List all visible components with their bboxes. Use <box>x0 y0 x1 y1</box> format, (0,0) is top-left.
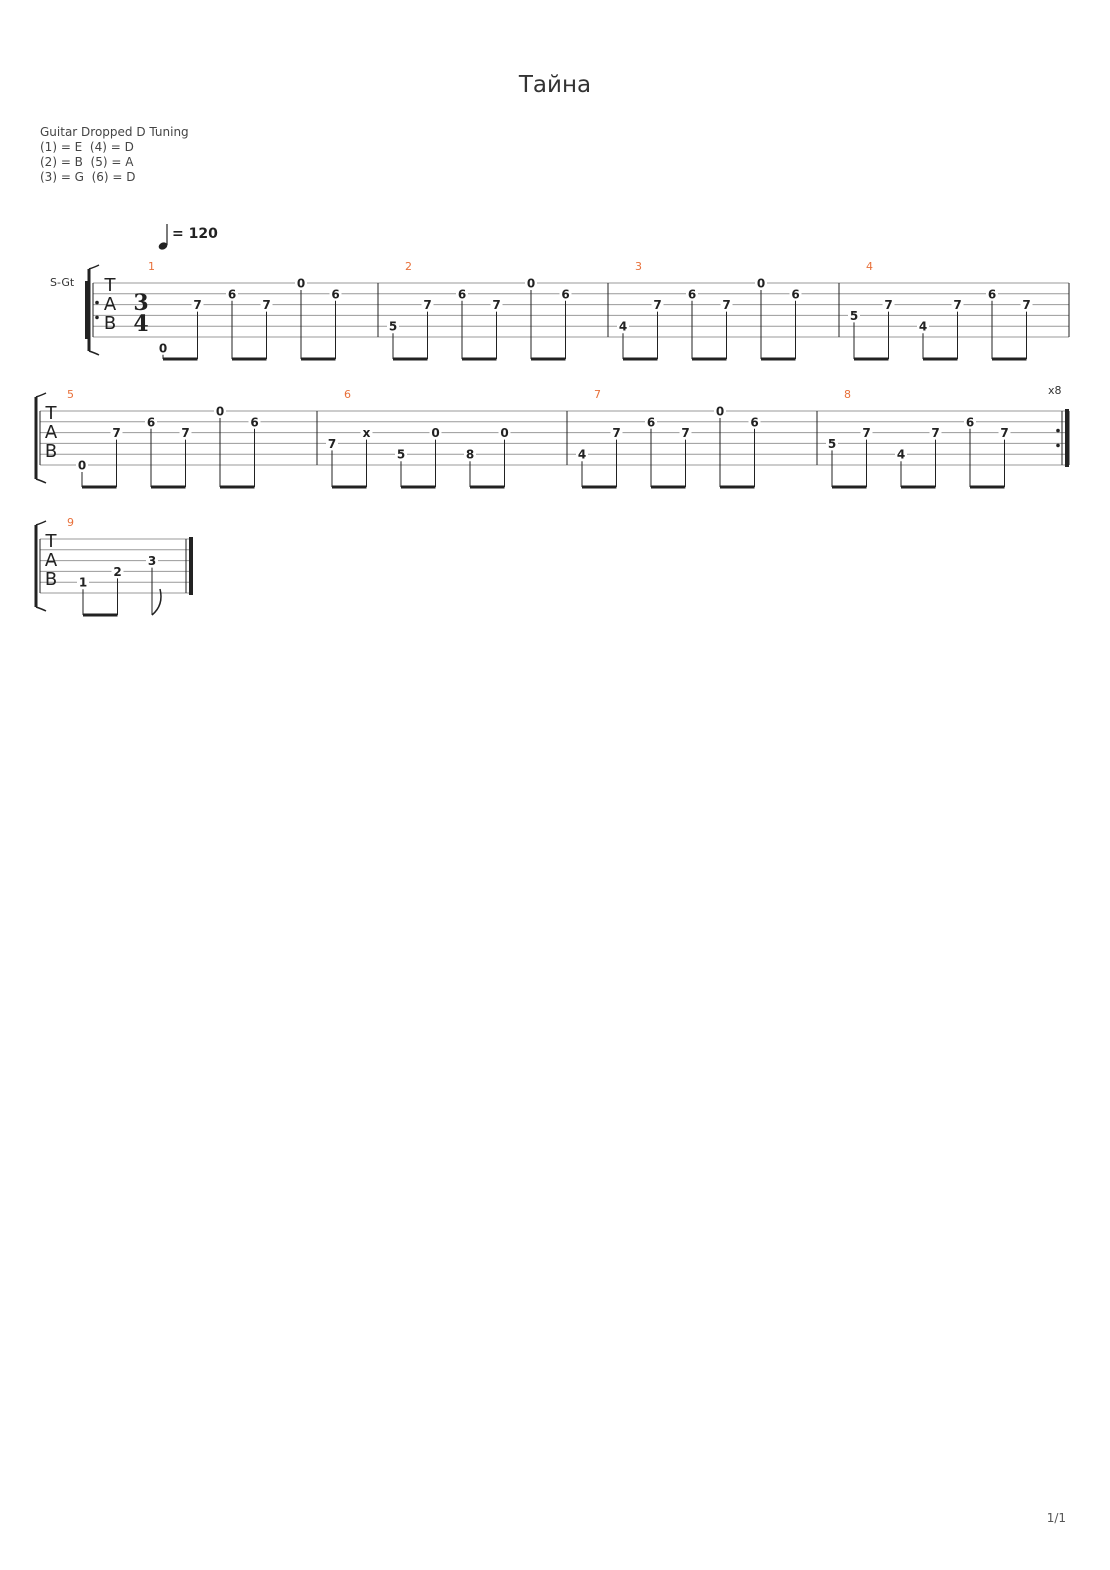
fret-number: 7 <box>653 298 662 313</box>
repeat-dot <box>95 316 99 320</box>
fret-number: 0 <box>296 276 306 291</box>
fret-number: 6 <box>750 415 759 430</box>
track-label: S-Gt <box>50 276 75 289</box>
measure-number: 9 <box>67 516 74 529</box>
fret-number: x <box>362 426 371 441</box>
tab-clef-letter: B <box>103 313 117 334</box>
final-thick-bar <box>189 537 193 595</box>
fret-number: 0 <box>215 404 225 419</box>
tab-clef-letter: T <box>104 275 116 296</box>
fret-number: 0 <box>526 276 536 291</box>
tab-clef-letter: B <box>44 569 58 590</box>
fret-number: 7 <box>612 426 621 441</box>
tuning-line: (3) = G (6) = D <box>40 170 136 184</box>
fret-number: 4 <box>918 319 928 334</box>
fret-number: 5 <box>396 447 406 462</box>
fret-number: 5 <box>849 308 859 323</box>
tab-clef-letter: B <box>44 441 58 462</box>
fret-number: 6 <box>227 287 237 302</box>
fret-number: 6 <box>965 415 975 430</box>
fret-number: 4 <box>577 447 587 462</box>
fret-number: 8 <box>465 447 475 462</box>
fret-number: 0 <box>500 426 509 441</box>
repeat-dot <box>95 301 99 305</box>
measure-number: 5 <box>67 388 74 401</box>
fret-number: 7 <box>681 426 690 441</box>
tempo-marking: = 120 <box>172 226 218 242</box>
repeat-end-thick-bar <box>1065 409 1069 467</box>
tab-clef-letter: A <box>103 294 117 315</box>
fret-number: 6 <box>146 415 156 430</box>
fret-number: 6 <box>987 287 997 302</box>
measure-number: 1 <box>148 260 155 273</box>
fret-number: 1 <box>78 575 88 590</box>
measure-number: 6 <box>344 388 351 401</box>
repeat-start-thick-bar <box>85 281 89 339</box>
fret-number: 6 <box>687 287 697 302</box>
fret-number: 0 <box>431 426 440 441</box>
measure-number: 4 <box>866 260 873 273</box>
repeat-dot <box>1056 444 1060 448</box>
tuning-line: (1) = E (4) = D <box>40 140 134 154</box>
fret-number: 0 <box>158 341 168 356</box>
page-number: 1/1 <box>1046 1511 1066 1525</box>
score-title: Тайна <box>518 72 592 98</box>
fret-number: 6 <box>331 287 340 302</box>
fret-number: 6 <box>791 287 800 302</box>
tab-clef-letter: T <box>45 531 57 552</box>
time-signature-top: 3 <box>133 290 149 316</box>
tab-clef-letter: T <box>45 403 57 424</box>
measure-number: 8 <box>844 388 851 401</box>
fret-number: 6 <box>250 415 259 430</box>
fret-number: 7 <box>423 298 432 313</box>
fret-number: 7 <box>931 426 940 441</box>
fret-number: 7 <box>884 298 893 313</box>
fret-number: 5 <box>827 436 837 451</box>
fret-number: 3 <box>147 554 157 569</box>
repeat-count: x8 <box>1048 384 1062 397</box>
fret-number: 0 <box>77 458 87 473</box>
fret-number: 6 <box>646 415 656 430</box>
fret-number: 4 <box>896 447 906 462</box>
fret-number: 2 <box>113 564 122 579</box>
fret-number: 7 <box>862 426 871 441</box>
time-signature-bottom: 4 <box>133 311 149 337</box>
fret-number: 7 <box>327 436 337 451</box>
fret-number: 7 <box>193 298 202 313</box>
repeat-dot <box>1056 429 1060 433</box>
measure-number: 7 <box>594 388 601 401</box>
tab-clef-letter: A <box>44 550 58 571</box>
tab-clef-letter: A <box>44 422 58 443</box>
fret-number: 7 <box>1022 298 1031 313</box>
fret-number: 7 <box>112 426 121 441</box>
fret-number: 7 <box>1000 426 1009 441</box>
fret-number: 4 <box>618 319 628 334</box>
fret-number: 7 <box>262 298 271 313</box>
fret-number: 7 <box>722 298 731 313</box>
fret-number: 0 <box>715 404 725 419</box>
measure-number: 2 <box>405 260 412 273</box>
fret-number: 7 <box>181 426 190 441</box>
fret-number: 6 <box>457 287 467 302</box>
fret-number: 0 <box>756 276 766 291</box>
fret-number: 7 <box>953 298 962 313</box>
tuning-line: (2) = B (5) = A <box>40 155 134 169</box>
fret-number: 5 <box>388 319 398 334</box>
tuning-name: Guitar Dropped D Tuning <box>40 125 189 139</box>
fret-number: 7 <box>492 298 501 313</box>
measure-number: 3 <box>635 260 642 273</box>
fret-number: 6 <box>561 287 570 302</box>
